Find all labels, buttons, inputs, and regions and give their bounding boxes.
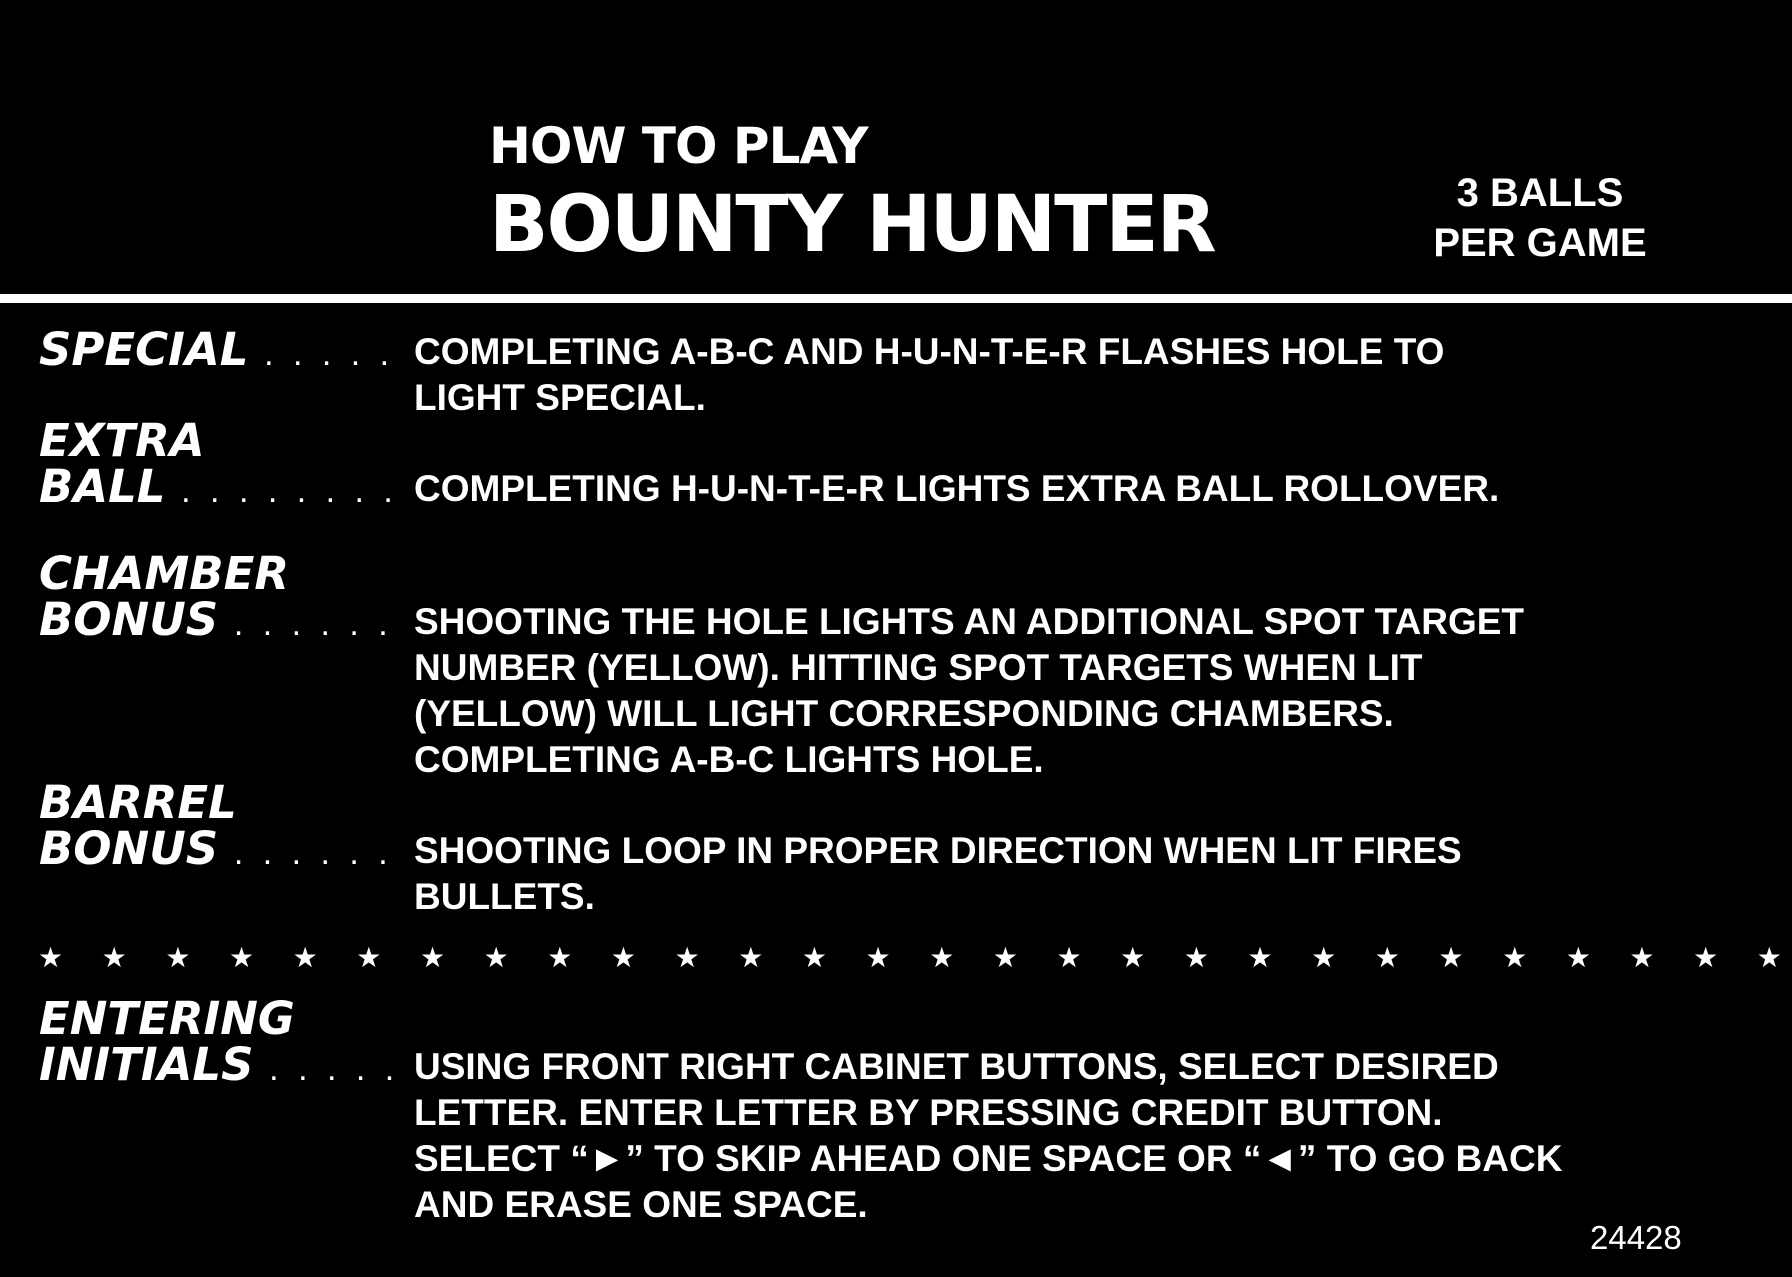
rule-special-term-line-1: SPECIAL: [39, 323, 249, 376]
star-icon: ★: [801, 941, 827, 974]
rule-chamber-bonus-desc-line-1: SHOOTING THE HOLE LIGHTS AN ADDITIONAL SPOT TARGET: [414, 601, 1524, 642]
star-icon: ★: [1438, 941, 1464, 974]
rule-barrel-bonus-description: [414, 828, 1462, 920]
balls-line-2: PER GAME: [1433, 221, 1647, 265]
rule-chamber-bonus-description: [414, 599, 1524, 783]
star-icon: ★: [1756, 941, 1782, 974]
star-icon: ★: [1120, 941, 1146, 974]
star-icon: ★: [992, 941, 1018, 974]
star-icon: ★: [674, 941, 700, 974]
star-icon: ★: [1247, 941, 1273, 974]
rule-chamber-bonus-term-line-1: CHAMBER: [39, 547, 289, 600]
star-icon: ★: [228, 941, 255, 974]
rule-extra-ball-term: [39, 414, 398, 514]
rule-chamber-bonus-desc-line-3: (YELLOW) WILL LIGHT CORRESPONDING CHAMBERS.: [414, 693, 1394, 734]
star-icon: ★: [165, 941, 191, 974]
star-icon: ★: [292, 941, 318, 974]
star-icon: ★: [929, 941, 955, 974]
rule-special-desc-line-1: COMPLETING A-B-C AND H-U-N-T-E-R FLASHES HOLE TO: [414, 331, 1445, 372]
rule-special-description: [414, 329, 1444, 421]
rule-extra-ball-description: [414, 466, 1499, 512]
rule-entering-initials-desc-line-1: USING FRONT RIGHT CABINET BUTTONS, SELECT DESIRED: [414, 1046, 1499, 1087]
rule-extra-ball-term-line-1: EXTRA: [39, 414, 205, 467]
rule-special-desc-line-2: LIGHT SPECIAL.: [414, 377, 706, 418]
rule-special-dots: . . . . .: [264, 335, 395, 373]
balls-line-1: 3 BALLS: [1456, 171, 1624, 215]
rule-entering-initials-desc-line-2: LETTER. ENTER LETTER BY PRESSING CREDIT BUTTON.: [414, 1092, 1443, 1133]
star-icon: ★: [547, 941, 573, 974]
rule-entering-initials-term-line-1: ENTERING: [39, 992, 295, 1045]
rule-barrel-bonus-dots: . . . . . .: [233, 834, 393, 872]
star-icon: ★: [1056, 941, 1082, 974]
part-number: 24428: [1590, 1219, 1682, 1256]
rule-entering-initials-term-line-2: INITIALS: [39, 1038, 254, 1091]
rule-extra-ball-desc-line-1: COMPLETING H-U-N-T-E-R LIGHTS EXTRA BALL ROLLOVER.: [414, 468, 1500, 509]
star-icon: ★: [1502, 941, 1528, 974]
game-title: BOUNTY HUNTER: [489, 180, 1215, 270]
rule-chamber-bonus-desc-line-4: COMPLETING A-B-C LIGHTS HOLE.: [414, 739, 1044, 780]
star-icon: ★: [1565, 941, 1591, 974]
star-icon: ★: [1629, 941, 1655, 974]
rule-barrel-bonus-desc-line-2: BULLETS.: [414, 876, 595, 917]
rule-special-term: [39, 323, 395, 377]
rule-barrel-bonus-term-line-2: BONUS: [39, 822, 219, 875]
star-separator: [38, 938, 1792, 978]
star-icon: ★: [101, 941, 127, 974]
rule-entering-initials-desc-line-3: SELECT “►” TO SKIP AHEAD ONE SPACE OR “◄” TO GO BACK: [414, 1138, 1563, 1179]
rule-chamber-bonus-term-line-2: BONUS: [39, 593, 219, 646]
star-icon: ★: [865, 941, 891, 974]
star-icon: ★: [356, 941, 382, 974]
rule-chamber-bonus-desc-line-2: NUMBER (YELLOW). HITTING SPOT TARGETS WHEN LIT: [414, 647, 1423, 688]
rule-barrel-bonus-term-line-1: BARREL: [39, 776, 237, 829]
star-icon: ★: [738, 941, 764, 974]
rule-entering-initials-term: [39, 992, 400, 1092]
rule-chamber-bonus-term: [39, 547, 393, 647]
rule-entering-initials-dots: . . . . .: [269, 1050, 400, 1088]
rule-extra-ball-dots: . . . . . . . .: [181, 472, 398, 510]
rule-chamber-bonus-dots: . . . . . .: [233, 605, 393, 643]
rule-barrel-bonus-desc-line-1: SHOOTING LOOP IN PROPER DIRECTION WHEN LIT FIRES: [414, 830, 1462, 871]
star-icon: ★: [610, 941, 637, 974]
how-to-play-heading: HOW TO PLAY: [489, 117, 868, 175]
star-icon: ★: [483, 941, 509, 974]
star-icon: ★: [1183, 941, 1209, 974]
star-icon: ★: [1311, 941, 1337, 974]
rule-entering-initials-description: [414, 1044, 1562, 1228]
rule-entering-initials-desc-line-4: AND ERASE ONE SPACE.: [414, 1184, 868, 1225]
star-icon: ★: [419, 941, 446, 974]
star-icon: ★: [1693, 941, 1719, 974]
rule-extra-ball-term-line-2: BALL: [39, 460, 166, 513]
rule-barrel-bonus-term: [39, 776, 393, 876]
star-icon: ★: [38, 941, 64, 974]
star-icon: ★: [1374, 941, 1400, 974]
